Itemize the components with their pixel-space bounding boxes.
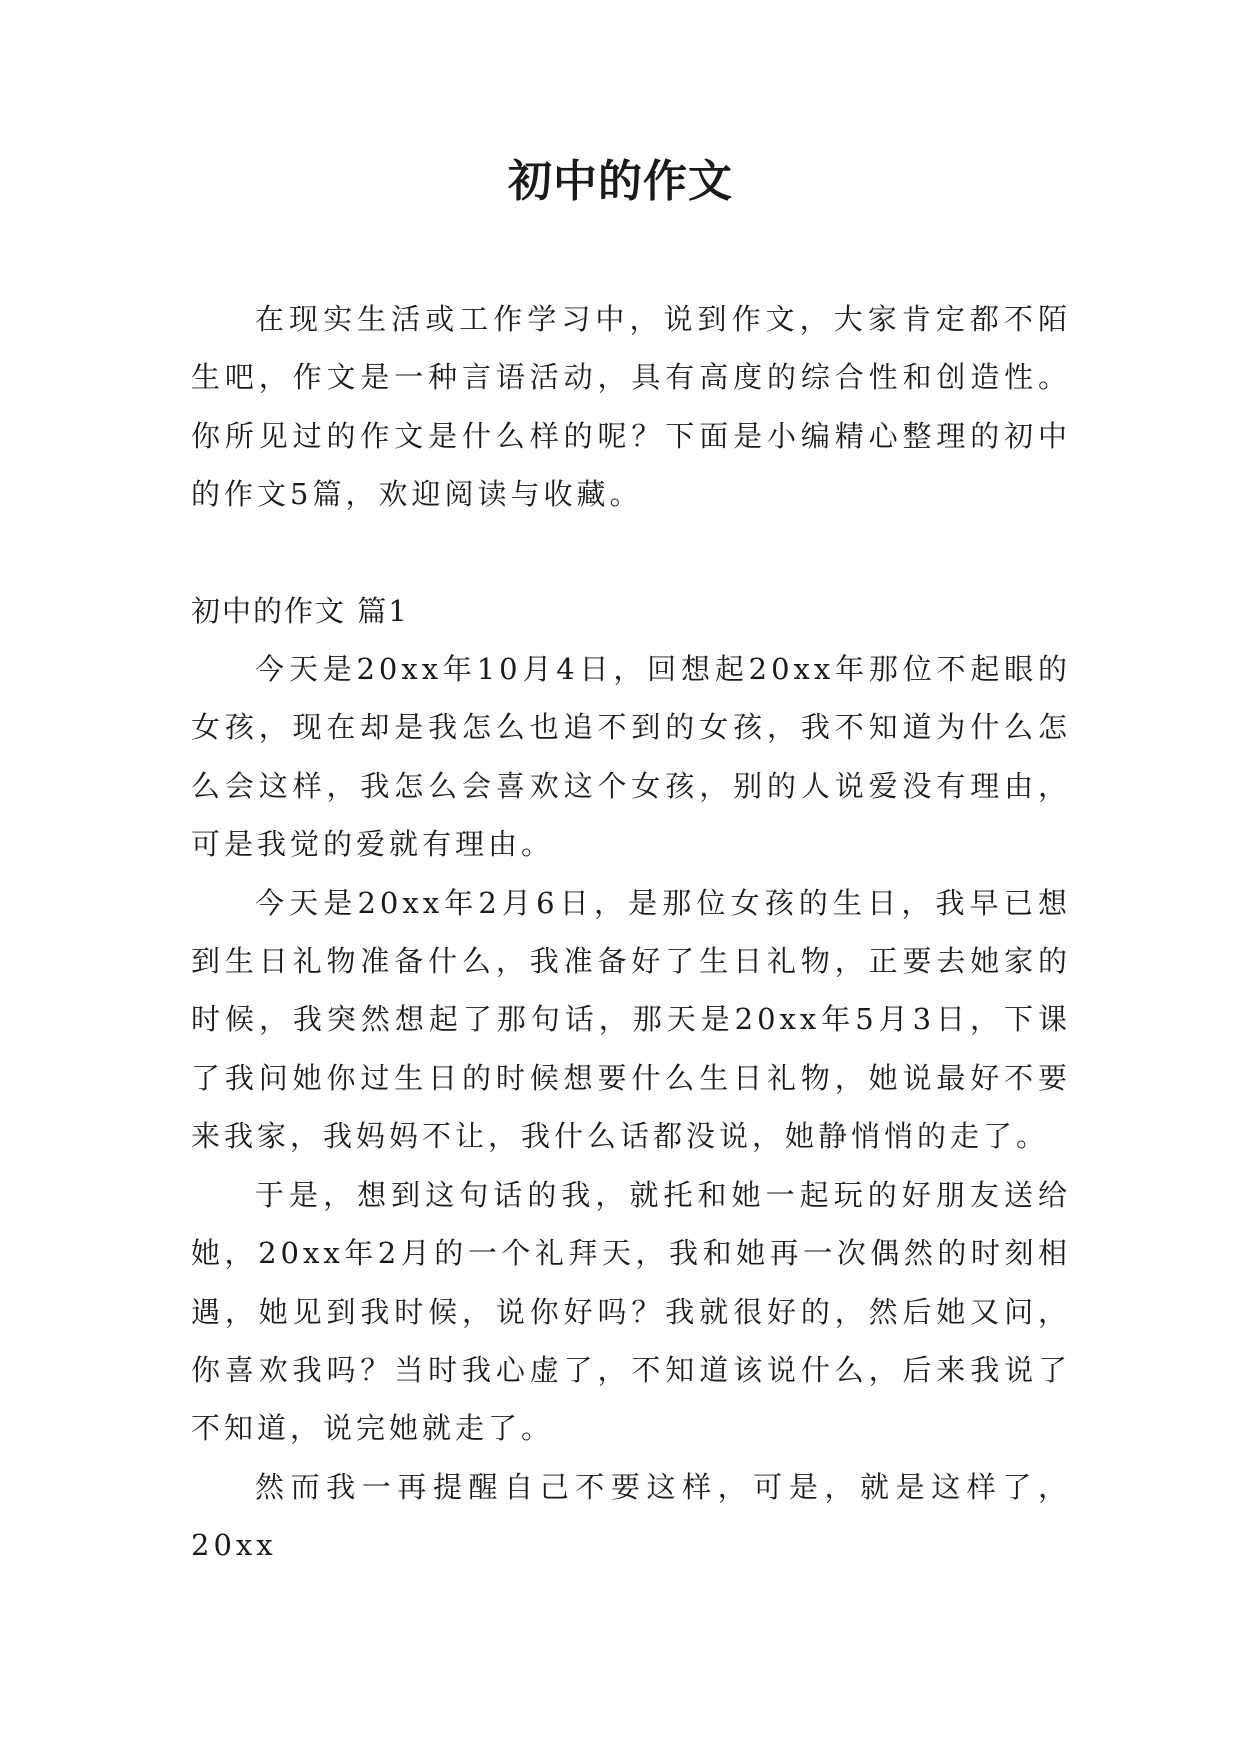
section-heading: 初中的作文 篇1 <box>191 593 409 628</box>
intro-paragraph: 在现实生活或工作学习中，说到作文，大家肯定都不陌生吧，作文是一种言语活动，具有高度的综合性和创造性。你所见过的作文是什么样的呢？下面是小编精心整理的初中的作文5篇，欢迎阅读与收藏。 <box>191 302 1071 512</box>
body-paragraph-2: 今天是20xx年2月6日，是那位女孩的生日，我早已想到生日礼物准备什么，我准备好了生日礼物，正要去她家的时候，我突然想起了那句话，那天是20xx年5月3日，下课了我问她你过生日的时候想要什么生日礼物，她说最好不要来我家，我妈妈不让，我什么话都没说，她静悄悄的走了。 <box>191 885 1071 1154</box>
document-body <box>191 290 1071 1575</box>
body-paragraph-1: 今天是20xx年10月4日，回想起20xx年那位不起眼的女孩，现在却是我怎么也追不到的女孩，我不知道为什么怎么会这样，我怎么会喜欢这个女孩，别的人说爱没有理由，可是我觉的爱就有理由。 <box>191 652 1071 862</box>
body-paragraph-3: 于是，想到这句话的我，就托和她一起玩的好朋友送给她，20xx年2月的一个礼拜天，我和她再一次偶然的时刻相遇，她见到我时候，说你好吗？我就很好的，然后她又问，你喜欢我吗？当时我心虚了，不知道该说什么，后来我说了不知道，说完她就走了。 <box>191 1177 1071 1446</box>
document-title: 初中的作文 <box>508 156 733 207</box>
body-paragraph-4: 然而我一再提醒自己不要这样，可是，就是这样了，20xx <box>191 1469 1071 1563</box>
